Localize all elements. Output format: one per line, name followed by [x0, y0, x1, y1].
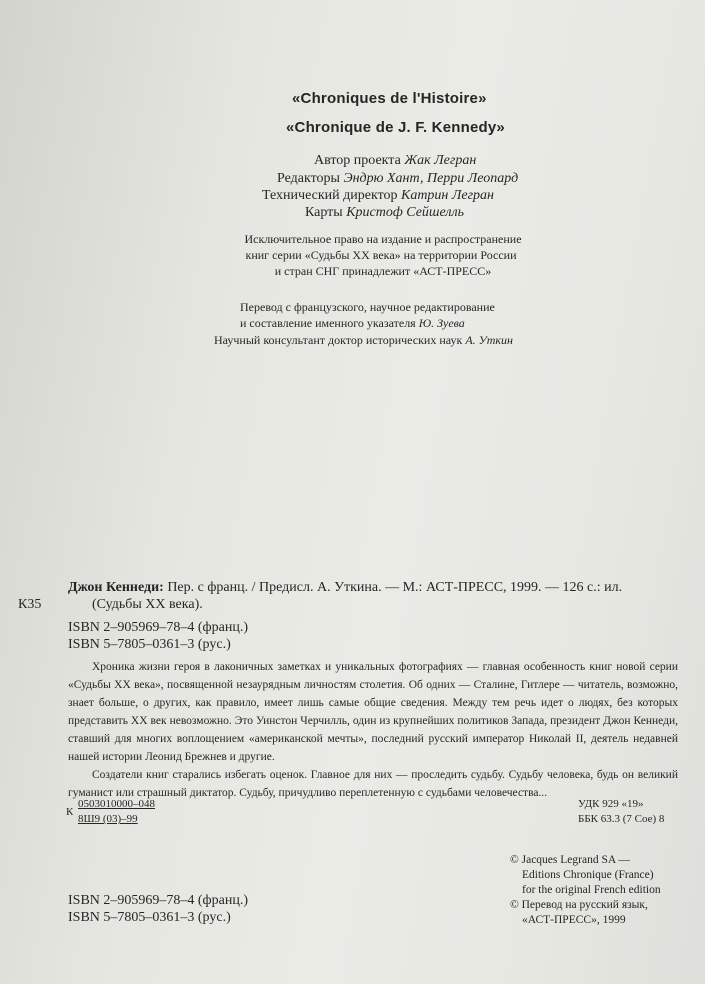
annotation-paragraph-1: Хроника жизни героя в лаконичных заметках и уникальных фотографиях — главная особенность книг новой серии «Судьбы XX века», посвященной незаурядным личностям столетия. Об одних — Сталине, Гитлере — читатель, возможно, знает больше, о других, как правило, имеет лишь самые общие сведения. Между тем речь идет о людях, без которых представить XX век невозможно. Это Уинстон Черчилль, один из крупнейших политиков Запада, президент Джон Кеннеди, ставший для многих воплощением «американской мечты», последний русский император Николай II, деятель недавней нашей истории Леонид Брежнев и другие.: [68, 661, 678, 763]
credit-role: Редакторы: [277, 171, 340, 186]
copyright-line-5: «АСТ-ПРЕСС», 1999: [522, 914, 626, 926]
series-title: «Chroniques de l'Histoire»: [292, 90, 487, 107]
credit-name: Жак Легран: [404, 153, 477, 168]
translation-text: и составление именного указателя: [240, 316, 416, 330]
rights-line-2: книг серии «Судьбы XX века» на территории России: [245, 248, 517, 262]
credit-name: Эндрю Хант, Перри Леопард: [343, 171, 519, 186]
rights-line-1: Исключительное право на издание и распространение: [244, 232, 522, 246]
credit-role: Технический директор: [262, 188, 398, 203]
translator-name: Ю. Зуева: [418, 316, 465, 330]
bbk-code: ББК 63.3 (7 Сое) 8: [578, 813, 665, 825]
k-code-bottom: 8Ш9 (03)–99: [78, 813, 138, 825]
catalog-description: Пер. с франц. / Предисл. А. Уткина. — М.: АСТ-ПРЕСС, 1999. — 126 с.: ил.: [167, 580, 623, 595]
catalog-line-1: [68, 580, 622, 596]
catalog-isbn-2: ISBN 5–7805–0361–3 (рус.): [68, 637, 231, 652]
consultant-name: А. Уткин: [465, 333, 513, 347]
book-title: «Chronique de J. F. Kennedy»: [286, 119, 505, 136]
credit-author: [314, 153, 476, 169]
credit-maps: [305, 205, 464, 221]
k-letter: К: [66, 806, 74, 818]
catalog-line-2: (Судьбы XX века).: [92, 597, 203, 612]
annotation-paragraph-2: Создатели книг старались избегать оценок. Главное для них — проследить судьбу. Судьбу человека, будь он великий гуманист или страшный диктатор. Судьбу, причудливо переплетенную с судьбами человечества...: [68, 769, 678, 799]
credit-tech-director: [262, 188, 494, 204]
consultant-line: [214, 333, 513, 348]
rights-line-3: и стран СНГ принадлежит «АСТ-ПРЕСС»: [274, 264, 492, 278]
copyright-line-2: Editions Chronique (France): [522, 869, 654, 881]
consultant-text: Научный консультант доктор исторических наук: [214, 333, 463, 347]
translation-line-2: [240, 316, 465, 331]
credit-name: Катрин Легран: [401, 188, 494, 203]
catalog-author: Джон Кеннеди:: [68, 580, 164, 595]
copyright-line-1: © Jacques Legrand SA —: [510, 854, 630, 866]
copyright-line-3: for the original French edition: [522, 884, 661, 896]
copyright-line-4: © Перевод на русский язык,: [510, 899, 648, 911]
catalog-index: К35: [18, 597, 42, 612]
credit-role: Карты: [305, 205, 343, 220]
credit-editors: [277, 171, 518, 187]
credit-name: Кристоф Сейшелль: [346, 205, 464, 220]
udk-code: УДК 929 «19»: [578, 798, 644, 810]
translation-line-1: Перевод с французского, научное редактирование: [240, 300, 495, 314]
bottom-isbn-2: ISBN 5–7805–0361–3 (рус.): [68, 910, 231, 925]
credit-role: Автор проекта: [314, 153, 401, 168]
bottom-isbn-1: ISBN 2–905969–78–4 (франц.): [68, 893, 248, 908]
catalog-isbn-1: ISBN 2–905969–78–4 (франц.): [68, 620, 248, 635]
annotation: [68, 658, 678, 802]
k-code-top: 0503010000–048: [78, 798, 155, 810]
